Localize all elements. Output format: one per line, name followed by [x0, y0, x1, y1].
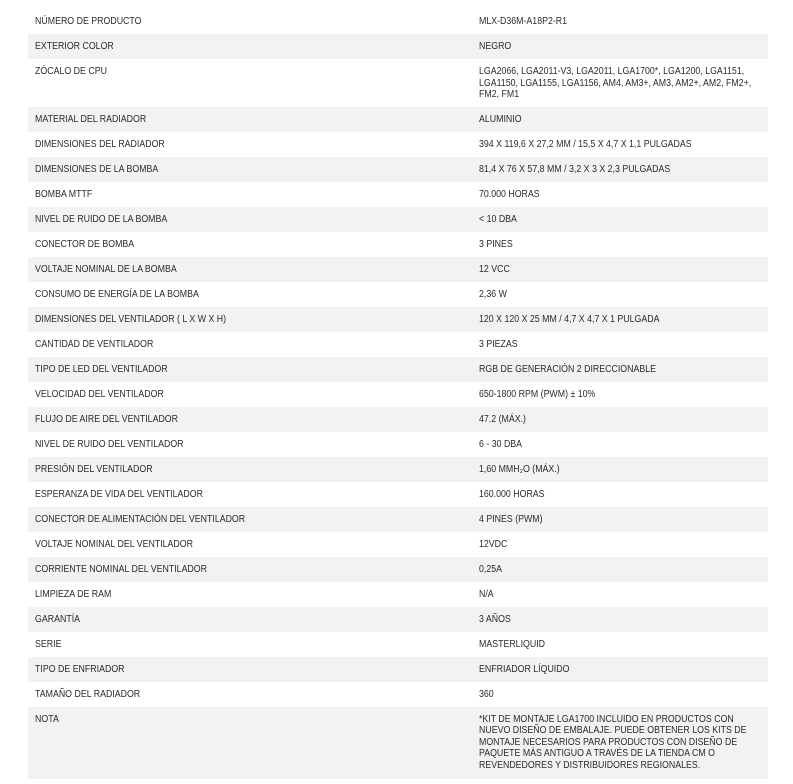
spec-label: TAMAÑO DEL RADIADOR	[35, 688, 141, 700]
spec-row-ram-clearance	[28, 582, 768, 607]
spec-label: VELOCIDAD DEL VENTILADOR	[35, 388, 164, 400]
spec-value	[479, 264, 768, 276]
spec-value	[479, 589, 768, 601]
spec-label: BOMBA MTTF	[35, 188, 93, 200]
spec-row-fan-dimensions	[28, 307, 768, 332]
spec-row-cooler-type	[28, 657, 768, 682]
spec-row-cpu-socket	[28, 59, 768, 107]
spec-value-text: 12 VCC	[479, 263, 510, 275]
spec-value-text: 70.000 HORAS	[479, 188, 540, 200]
spec-row-fan-life	[28, 482, 768, 507]
spec-value-text: 0,25A	[479, 563, 503, 575]
spec-value-text: < 10 DBA	[479, 213, 517, 225]
spec-value-text: NEGRO	[479, 41, 512, 52]
spec-value	[479, 439, 768, 451]
spec-value	[479, 164, 768, 176]
spec-row-product-number	[28, 9, 768, 34]
spec-value	[479, 689, 768, 701]
spec-value-text: RGB DE GENERACIÓN 2 DIRECCIONABLE	[479, 363, 657, 375]
spec-value-text: LGA2066, LGA2011-V3, LGA2011, LGA1700*, LGA1200, LGA1151, LGA1150, LGA1155, LGA1156, AM4, AM3+, AM3, AM2+, AM2, FM2+, FM2, FM1	[479, 66, 752, 100]
spec-value	[479, 189, 768, 201]
spec-value-text: 81,4 X 76 X 57,8 MM / 3,2 X 3 X 2,3 PULGADAS	[479, 163, 671, 175]
spec-value	[479, 214, 768, 226]
spec-value-text: 394 X 119,6 X 27,2 MM / 15,5 X 4,7 X 1,1 PULGADAS	[479, 138, 692, 150]
spec-row-fan-led-type	[28, 357, 768, 382]
spec-row-pump-power	[28, 282, 768, 307]
spec-value	[479, 664, 768, 676]
spec-value	[479, 41, 768, 53]
spec-label: EXTERIOR COLOR	[35, 41, 114, 52]
spec-table	[28, 9, 768, 779]
spec-row-pump-dimensions	[28, 157, 768, 182]
spec-value-text: 3 PINES	[479, 238, 513, 250]
spec-value	[479, 464, 768, 476]
spec-value-text: ENFRIADOR LÍQUIDO	[479, 663, 570, 675]
spec-value-text: 120 X 120 X 25 MM / 4,7 X 4,7 X 1 PULGADA	[479, 313, 660, 325]
spec-value-text: *KIT DE MONTAJE LGA1700 INCLUIDO EN PRODUCTOS CON NUEVO DISEÑO DE EMBALAJE. PUEDE OBTENER LOS KITS DE MONTAJE NECESARIOS PARA PRODUCTOS CON DISEÑO DE PAQUETE MÁS ANTIGUO A TRAVÉS DE LA TIENDA CM O REVENDEDORES Y DISTRIBUIDORES REGIONALES.	[479, 713, 747, 771]
spec-row-pump-voltage	[28, 257, 768, 282]
spec-label: VOLTAJE NOMINAL DEL VENTILADOR	[35, 538, 193, 550]
spec-value-text: 47.2 (MÁX.)	[479, 413, 526, 425]
spec-value-text: 4 PINES (PWM)	[479, 513, 543, 525]
spec-row-pump-mttf	[28, 182, 768, 207]
spec-value-text: MLX-D36M-A18P2-R1	[479, 16, 568, 27]
spec-label: DIMENSIONES DE LA BOMBA	[35, 163, 159, 175]
spec-label: PRESIÓN DEL VENTILADOR	[35, 463, 153, 475]
spec-label: DIMENSIONES DEL RADIADOR	[35, 138, 165, 150]
spec-value	[479, 489, 768, 501]
spec-label: TIPO DE ENFRIADOR	[35, 663, 125, 675]
spec-value	[479, 16, 768, 28]
spec-label: TIPO DE LED DEL VENTILADOR	[35, 363, 168, 375]
spec-label: CORRIENTE NOMINAL DEL VENTILADOR	[35, 563, 207, 575]
spec-value-text: 1,60 MMH₂O (MÁX.)	[479, 463, 560, 475]
spec-value	[479, 239, 768, 251]
spec-value	[479, 289, 768, 301]
spec-label: MATERIAL DEL RADIADOR	[35, 113, 147, 125]
spec-value-text: MASTERLIQUID	[479, 638, 546, 650]
spec-value	[479, 539, 768, 551]
spec-label: NÚMERO DE PRODUCTO	[35, 16, 142, 27]
spec-label: FLUJO DE AIRE DEL VENTILADOR	[35, 413, 178, 425]
spec-value	[479, 314, 768, 326]
spec-label: ZÓCALO DE CPU	[35, 66, 107, 77]
spec-row-exterior-color	[28, 34, 768, 59]
spec-value	[479, 364, 768, 376]
spec-row-radiator-material	[28, 107, 768, 132]
spec-label: CANTIDAD DE VENTILADOR	[35, 338, 154, 350]
spec-row-fan-noise	[28, 432, 768, 457]
spec-value	[479, 414, 768, 426]
spec-label: DIMENSIONES DEL VENTILADOR ( L X W X H)	[35, 313, 227, 325]
spec-row-fan-current	[28, 557, 768, 582]
spec-value-text: ALUMINIO	[479, 113, 522, 125]
spec-label: GARANTÍA	[35, 613, 81, 625]
spec-value-text: N/A	[479, 588, 494, 600]
spec-value-text: 160.000 HORAS	[479, 488, 545, 500]
spec-label: NIVEL DE RUIDO DEL VENTILADOR	[35, 438, 184, 450]
spec-label: NOTA	[35, 713, 59, 725]
spec-row-note	[28, 707, 768, 779]
spec-label: LIMPIEZA DE RAM	[35, 588, 112, 600]
spec-row-pump-noise	[28, 207, 768, 232]
spec-row-radiator-size	[28, 682, 768, 707]
spec-value	[479, 714, 768, 772]
spec-label: ESPERANZA DE VIDA DEL VENTILADOR	[35, 488, 203, 500]
spec-value-text: 3 PIEZAS	[479, 338, 518, 350]
spec-value-text: 6 - 30 DBA	[479, 438, 523, 450]
spec-row-fan-quantity	[28, 332, 768, 357]
spec-row-fan-pressure	[28, 457, 768, 482]
spec-label: VOLTAJE NOMINAL DE LA BOMBA	[35, 263, 177, 275]
spec-label: CONECTOR DE BOMBA	[35, 238, 135, 250]
spec-row-radiator-dimensions	[28, 132, 768, 157]
spec-label: CONSUMO DE ENERGÍA DE LA BOMBA	[35, 288, 199, 300]
spec-value	[479, 66, 768, 101]
spec-value	[479, 564, 768, 576]
spec-value	[479, 514, 768, 526]
spec-value	[479, 339, 768, 351]
spec-row-fan-airflow	[28, 407, 768, 432]
spec-row-warranty	[28, 607, 768, 632]
spec-value-text: 3 AÑOS	[479, 613, 511, 625]
spec-value	[479, 639, 768, 651]
spec-row-series	[28, 632, 768, 657]
spec-row-fan-voltage	[28, 532, 768, 557]
spec-value-text: 2,36 W	[479, 288, 507, 300]
spec-value	[479, 389, 768, 401]
spec-label: CONECTOR DE ALIMENTACIÓN DEL VENTILADOR	[35, 513, 246, 525]
spec-value-text: 650-1800 RPM (PWM) ± 10%	[479, 388, 596, 400]
spec-value	[479, 114, 768, 126]
spec-value-text: 360	[479, 688, 494, 700]
spec-row-pump-connector	[28, 232, 768, 257]
spec-value	[479, 139, 768, 151]
spec-label: NIVEL DE RUIDO DE LA BOMBA	[35, 213, 168, 225]
spec-row-fan-power-connector	[28, 507, 768, 532]
spec-value	[479, 614, 768, 626]
spec-label: SERIE	[35, 638, 62, 650]
spec-row-fan-speed	[28, 382, 768, 407]
spec-value-text: 12VDC	[479, 538, 508, 550]
